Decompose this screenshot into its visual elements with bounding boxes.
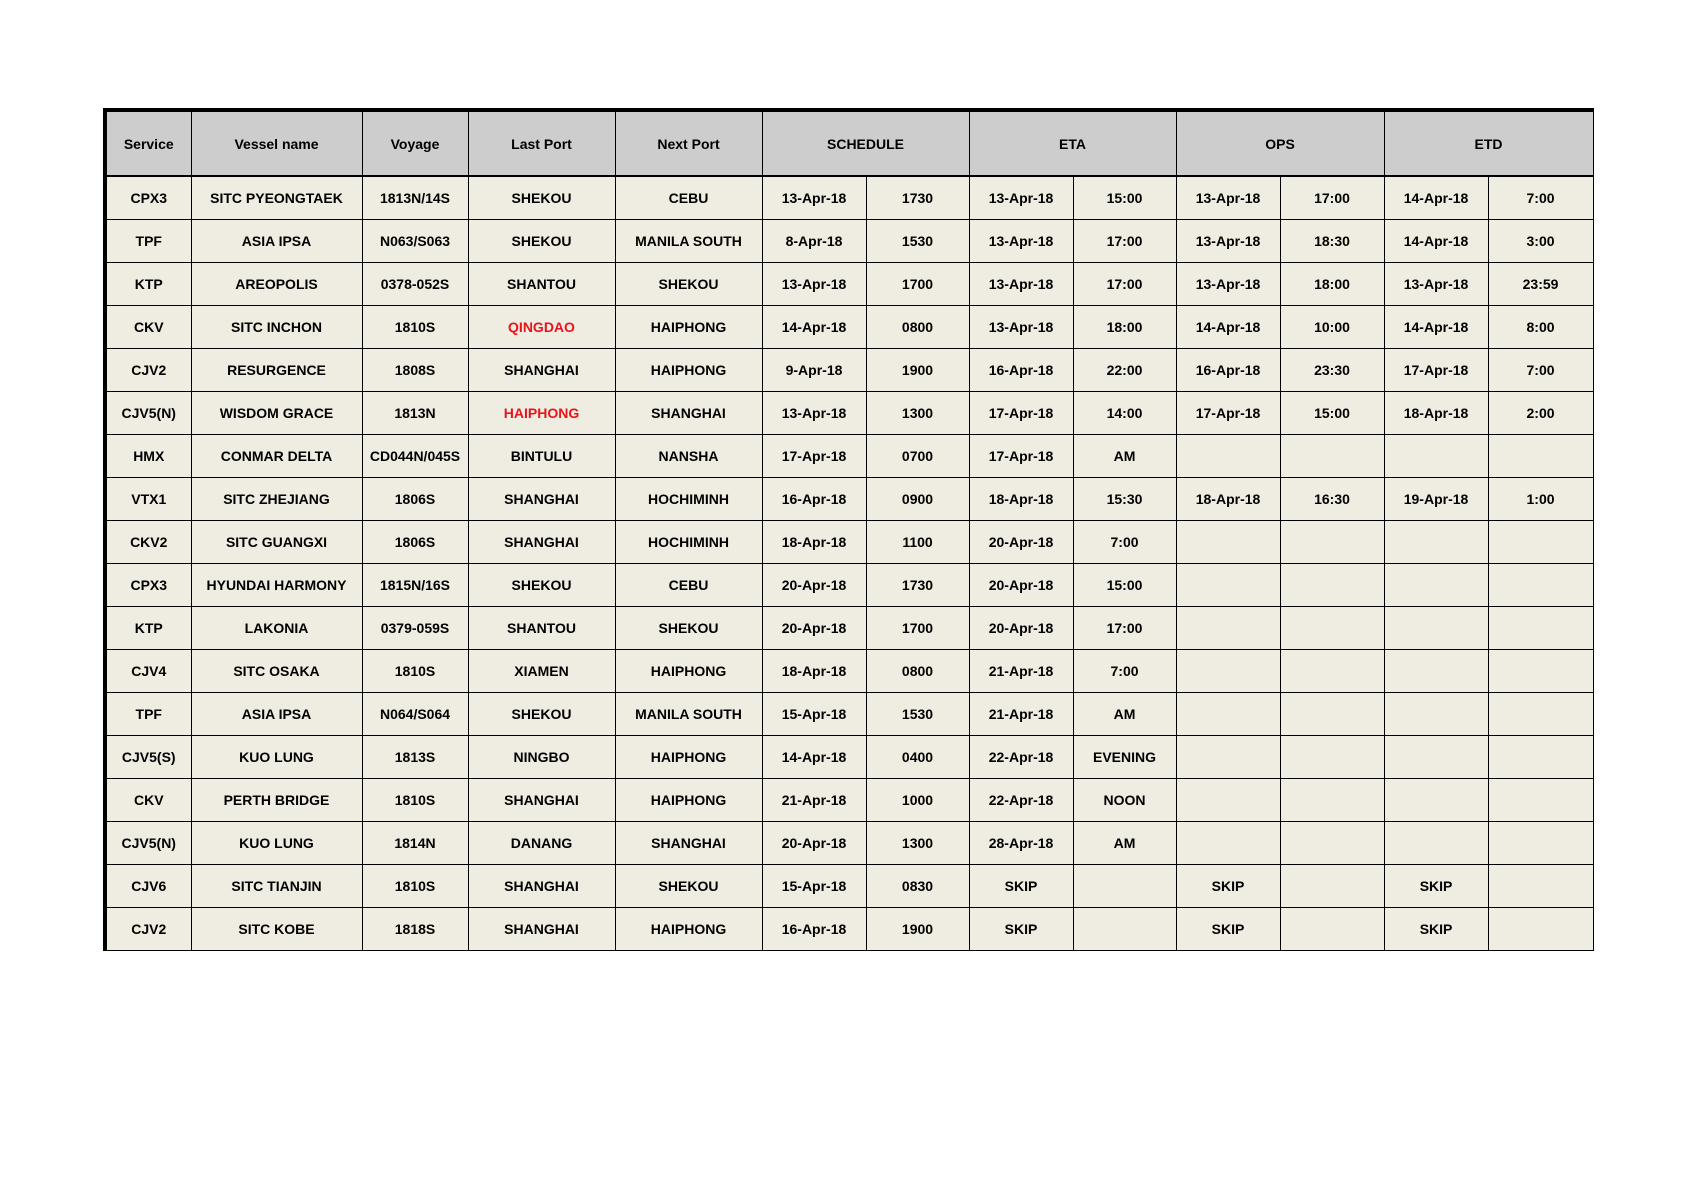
cell-schedule-date: 20-Apr-18 [762, 564, 866, 607]
cell-ops-time: 17:00 [1280, 176, 1384, 220]
table-row [105, 263, 1593, 306]
cell-schedule-time: 1530 [866, 220, 969, 263]
cell-eta-date: SKIP [969, 865, 1073, 908]
cell-eta-time: 15:00 [1073, 564, 1176, 607]
col-header-eta: ETA [969, 110, 1176, 176]
cell-eta-date: 21-Apr-18 [969, 693, 1073, 736]
cell-last-port: SHANGHAI [468, 521, 615, 564]
cell-ops-date: 13-Apr-18 [1176, 263, 1280, 306]
cell-ops-time [1280, 435, 1384, 478]
cell-ops-date [1176, 693, 1280, 736]
cell-schedule-time: 1000 [866, 779, 969, 822]
cell-etd-time: 3:00 [1488, 220, 1593, 263]
cell-schedule-time: 1300 [866, 822, 969, 865]
cell-last-port: SHANGHAI [468, 478, 615, 521]
cell-last-port: SHANGHAI [468, 779, 615, 822]
table-row [105, 865, 1593, 908]
cell-eta-time: 17:00 [1073, 220, 1176, 263]
cell-schedule-date: 17-Apr-18 [762, 435, 866, 478]
table-row [105, 392, 1593, 435]
cell-schedule-date: 20-Apr-18 [762, 822, 866, 865]
cell-etd-date: 13-Apr-18 [1384, 263, 1488, 306]
cell-voyage: 1814N [362, 822, 468, 865]
cell-eta-time: 14:00 [1073, 392, 1176, 435]
cell-next-port: HAIPHONG [615, 650, 762, 693]
cell-schedule-date: 9-Apr-18 [762, 349, 866, 392]
cell-service: KTP [105, 607, 191, 650]
cell-vessel-name: SITC INCHON [191, 306, 362, 349]
cell-service: TPF [105, 220, 191, 263]
table-row [105, 779, 1593, 822]
cell-ops-time [1280, 693, 1384, 736]
cell-last-port: SHEKOU [468, 176, 615, 220]
cell-service: TPF [105, 693, 191, 736]
cell-schedule-time: 0800 [866, 650, 969, 693]
cell-eta-time: 18:00 [1073, 306, 1176, 349]
cell-eta-date: 17-Apr-18 [969, 392, 1073, 435]
col-header-ops: OPS [1176, 110, 1384, 176]
col-header-schedule: SCHEDULE [762, 110, 969, 176]
cell-ops-time: 23:30 [1280, 349, 1384, 392]
table-row [105, 306, 1593, 349]
cell-schedule-date: 16-Apr-18 [762, 908, 866, 951]
cell-etd-date: SKIP [1384, 865, 1488, 908]
cell-voyage: 0378-052S [362, 263, 468, 306]
cell-eta-date: 22-Apr-18 [969, 779, 1073, 822]
cell-ops-time [1280, 736, 1384, 779]
cell-next-port: MANILA SOUTH [615, 220, 762, 263]
cell-ops-time [1280, 908, 1384, 951]
cell-etd-time [1488, 822, 1593, 865]
cell-vessel-name: SITC OSAKA [191, 650, 362, 693]
cell-schedule-date: 15-Apr-18 [762, 865, 866, 908]
cell-ops-date: 16-Apr-18 [1176, 349, 1280, 392]
cell-vessel-name: KUO LUNG [191, 822, 362, 865]
cell-eta-time: AM [1073, 822, 1176, 865]
cell-eta-time [1073, 865, 1176, 908]
cell-vessel-name: PERTH BRIDGE [191, 779, 362, 822]
cell-eta-date: 20-Apr-18 [969, 564, 1073, 607]
cell-last-port: SHEKOU [468, 220, 615, 263]
cell-vessel-name: SITC ZHEJIANG [191, 478, 362, 521]
cell-service: CJV5(S) [105, 736, 191, 779]
cell-schedule-date: 15-Apr-18 [762, 693, 866, 736]
cell-etd-time: 1:00 [1488, 478, 1593, 521]
cell-etd-time [1488, 736, 1593, 779]
cell-ops-time [1280, 822, 1384, 865]
cell-eta-time: AM [1073, 693, 1176, 736]
table-row [105, 435, 1593, 478]
cell-voyage: 1808S [362, 349, 468, 392]
cell-service: KTP [105, 263, 191, 306]
table-row [105, 822, 1593, 865]
cell-eta-date: 20-Apr-18 [969, 607, 1073, 650]
cell-eta-date: 13-Apr-18 [969, 263, 1073, 306]
cell-etd-date [1384, 779, 1488, 822]
cell-vessel-name: RESURGENCE [191, 349, 362, 392]
cell-eta-date: 16-Apr-18 [969, 349, 1073, 392]
cell-ops-date: 13-Apr-18 [1176, 220, 1280, 263]
cell-next-port: SHANGHAI [615, 822, 762, 865]
cell-schedule-date: 16-Apr-18 [762, 478, 866, 521]
cell-vessel-name: ASIA IPSA [191, 693, 362, 736]
cell-service: CJV4 [105, 650, 191, 693]
cell-ops-date [1176, 564, 1280, 607]
cell-service: HMX [105, 435, 191, 478]
cell-schedule-time: 0800 [866, 306, 969, 349]
cell-etd-date [1384, 736, 1488, 779]
cell-voyage: 1813N [362, 392, 468, 435]
cell-schedule-date: 8-Apr-18 [762, 220, 866, 263]
cell-schedule-time: 1530 [866, 693, 969, 736]
cell-ops-time [1280, 865, 1384, 908]
table-row [105, 176, 1593, 220]
cell-vessel-name: CONMAR DELTA [191, 435, 362, 478]
table-row [105, 349, 1593, 392]
cell-last-port: SHANTOU [468, 263, 615, 306]
cell-last-port: DANANG [468, 822, 615, 865]
cell-voyage: 1810S [362, 779, 468, 822]
col-header-etd: ETD [1384, 110, 1593, 176]
cell-etd-date [1384, 521, 1488, 564]
cell-next-port: HAIPHONG [615, 306, 762, 349]
cell-vessel-name: SITC PYEONGTAEK [191, 176, 362, 220]
cell-eta-date: 17-Apr-18 [969, 435, 1073, 478]
cell-voyage: 1813N/14S [362, 176, 468, 220]
cell-etd-time [1488, 650, 1593, 693]
cell-eta-date: 21-Apr-18 [969, 650, 1073, 693]
cell-voyage: 1810S [362, 306, 468, 349]
cell-schedule-time: 0830 [866, 865, 969, 908]
cell-last-port: SHEKOU [468, 693, 615, 736]
cell-service: CJV5(N) [105, 392, 191, 435]
cell-ops-date [1176, 607, 1280, 650]
cell-ops-time [1280, 521, 1384, 564]
cell-last-port: NINGBO [468, 736, 615, 779]
cell-last-port: SHEKOU [468, 564, 615, 607]
cell-schedule-date: 14-Apr-18 [762, 736, 866, 779]
cell-voyage: 1813S [362, 736, 468, 779]
header-row [105, 110, 1593, 176]
cell-eta-date: 13-Apr-18 [969, 306, 1073, 349]
cell-ops-time: 16:30 [1280, 478, 1384, 521]
cell-eta-date: 13-Apr-18 [969, 176, 1073, 220]
cell-ops-date [1176, 779, 1280, 822]
cell-voyage: N064/S064 [362, 693, 468, 736]
cell-next-port: SHEKOU [615, 865, 762, 908]
table-row [105, 521, 1593, 564]
cell-last-port: SHANGHAI [468, 865, 615, 908]
cell-etd-time: 8:00 [1488, 306, 1593, 349]
cell-schedule-time: 1300 [866, 392, 969, 435]
cell-eta-date: 18-Apr-18 [969, 478, 1073, 521]
cell-vessel-name: WISDOM GRACE [191, 392, 362, 435]
cell-schedule-date: 18-Apr-18 [762, 521, 866, 564]
schedule-sheet [103, 108, 1591, 951]
cell-service: CKV2 [105, 521, 191, 564]
table-row [105, 220, 1593, 263]
cell-service: CJV2 [105, 349, 191, 392]
cell-ops-date: 13-Apr-18 [1176, 176, 1280, 220]
cell-etd-date [1384, 435, 1488, 478]
cell-vessel-name: LAKONIA [191, 607, 362, 650]
cell-etd-date: 14-Apr-18 [1384, 306, 1488, 349]
cell-ops-date [1176, 736, 1280, 779]
table-row [105, 650, 1593, 693]
cell-eta-time: 15:30 [1073, 478, 1176, 521]
cell-service: CJV6 [105, 865, 191, 908]
cell-next-port: HAIPHONG [615, 779, 762, 822]
cell-etd-date [1384, 607, 1488, 650]
col-header-service: Service [105, 110, 191, 176]
cell-vessel-name: HYUNDAI HARMONY [191, 564, 362, 607]
cell-etd-time: 23:59 [1488, 263, 1593, 306]
cell-etd-time: 2:00 [1488, 392, 1593, 435]
col-header-last-port: Last Port [468, 110, 615, 176]
cell-eta-time [1073, 908, 1176, 951]
cell-last-port: QINGDAO [468, 306, 615, 349]
cell-next-port: NANSHA [615, 435, 762, 478]
cell-schedule-time: 1700 [866, 263, 969, 306]
cell-next-port: SHANGHAI [615, 392, 762, 435]
cell-service: CPX3 [105, 176, 191, 220]
cell-eta-date: 13-Apr-18 [969, 220, 1073, 263]
cell-ops-time: 10:00 [1280, 306, 1384, 349]
cell-next-port: HOCHIMINH [615, 521, 762, 564]
cell-ops-date: SKIP [1176, 865, 1280, 908]
cell-etd-date: 18-Apr-18 [1384, 392, 1488, 435]
cell-ops-date: 14-Apr-18 [1176, 306, 1280, 349]
cell-etd-time [1488, 865, 1593, 908]
table-row [105, 908, 1593, 951]
cell-eta-date: 22-Apr-18 [969, 736, 1073, 779]
vessel-schedule-table [103, 108, 1594, 951]
cell-etd-time [1488, 521, 1593, 564]
cell-etd-date: 19-Apr-18 [1384, 478, 1488, 521]
cell-vessel-name: SITC KOBE [191, 908, 362, 951]
col-header-next-port: Next Port [615, 110, 762, 176]
cell-next-port: SHEKOU [615, 263, 762, 306]
cell-vessel-name: SITC GUANGXI [191, 521, 362, 564]
cell-etd-time [1488, 607, 1593, 650]
cell-ops-time [1280, 564, 1384, 607]
cell-voyage: 1810S [362, 650, 468, 693]
cell-eta-time: 15:00 [1073, 176, 1176, 220]
cell-next-port: HOCHIMINH [615, 478, 762, 521]
cell-eta-time: 7:00 [1073, 650, 1176, 693]
cell-vessel-name: AREOPOLIS [191, 263, 362, 306]
cell-schedule-time: 0900 [866, 478, 969, 521]
cell-ops-date [1176, 521, 1280, 564]
cell-service: VTX1 [105, 478, 191, 521]
cell-etd-time [1488, 435, 1593, 478]
cell-ops-time: 15:00 [1280, 392, 1384, 435]
cell-ops-date: SKIP [1176, 908, 1280, 951]
cell-eta-date: 28-Apr-18 [969, 822, 1073, 865]
cell-schedule-time: 1730 [866, 564, 969, 607]
cell-last-port: SHANTOU [468, 607, 615, 650]
cell-etd-date: SKIP [1384, 908, 1488, 951]
cell-etd-date [1384, 564, 1488, 607]
cell-voyage: 1806S [362, 521, 468, 564]
table-row [105, 607, 1593, 650]
cell-ops-date [1176, 822, 1280, 865]
cell-eta-date: SKIP [969, 908, 1073, 951]
cell-vessel-name: SITC TIANJIN [191, 865, 362, 908]
cell-next-port: MANILA SOUTH [615, 693, 762, 736]
cell-last-port: SHANGHAI [468, 349, 615, 392]
cell-eta-date: 20-Apr-18 [969, 521, 1073, 564]
cell-schedule-time: 1100 [866, 521, 969, 564]
cell-next-port: CEBU [615, 564, 762, 607]
cell-eta-time: NOON [1073, 779, 1176, 822]
col-header-vessel-name: Vessel name [191, 110, 362, 176]
table-row [105, 478, 1593, 521]
cell-schedule-date: 13-Apr-18 [762, 176, 866, 220]
cell-etd-time [1488, 693, 1593, 736]
cell-ops-time: 18:30 [1280, 220, 1384, 263]
cell-service: CJV5(N) [105, 822, 191, 865]
cell-voyage: 1810S [362, 865, 468, 908]
cell-schedule-date: 21-Apr-18 [762, 779, 866, 822]
cell-last-port: SHANGHAI [468, 908, 615, 951]
cell-last-port: HAIPHONG [468, 392, 615, 435]
cell-eta-time: AM [1073, 435, 1176, 478]
cell-service: CPX3 [105, 564, 191, 607]
cell-last-port: XIAMEN [468, 650, 615, 693]
table-row [105, 693, 1593, 736]
cell-schedule-date: 13-Apr-18 [762, 263, 866, 306]
cell-service: CJV2 [105, 908, 191, 951]
cell-eta-time: 7:00 [1073, 521, 1176, 564]
cell-next-port: HAIPHONG [615, 349, 762, 392]
cell-schedule-date: 18-Apr-18 [762, 650, 866, 693]
cell-ops-time [1280, 779, 1384, 822]
table-row [105, 736, 1593, 779]
cell-voyage: 1806S [362, 478, 468, 521]
cell-next-port: SHEKOU [615, 607, 762, 650]
cell-schedule-time: 0700 [866, 435, 969, 478]
cell-etd-date: 17-Apr-18 [1384, 349, 1488, 392]
cell-etd-date: 14-Apr-18 [1384, 220, 1488, 263]
cell-service: CKV [105, 779, 191, 822]
cell-ops-date [1176, 435, 1280, 478]
cell-voyage: N063/S063 [362, 220, 468, 263]
cell-schedule-time: 1900 [866, 908, 969, 951]
cell-schedule-time: 0400 [866, 736, 969, 779]
cell-next-port: HAIPHONG [615, 908, 762, 951]
cell-etd-time [1488, 564, 1593, 607]
cell-ops-date [1176, 650, 1280, 693]
cell-vessel-name: ASIA IPSA [191, 220, 362, 263]
cell-etd-time: 7:00 [1488, 176, 1593, 220]
cell-service: CKV [105, 306, 191, 349]
cell-schedule-date: 14-Apr-18 [762, 306, 866, 349]
cell-vessel-name: KUO LUNG [191, 736, 362, 779]
cell-voyage: 1818S [362, 908, 468, 951]
cell-schedule-time: 1900 [866, 349, 969, 392]
cell-eta-time: 17:00 [1073, 263, 1176, 306]
cell-schedule-date: 20-Apr-18 [762, 607, 866, 650]
cell-schedule-date: 13-Apr-18 [762, 392, 866, 435]
cell-ops-time: 18:00 [1280, 263, 1384, 306]
cell-ops-time [1280, 650, 1384, 693]
cell-next-port: CEBU [615, 176, 762, 220]
cell-next-port: HAIPHONG [615, 736, 762, 779]
cell-eta-time: 17:00 [1073, 607, 1176, 650]
cell-voyage: 1815N/16S [362, 564, 468, 607]
schedule-body [105, 176, 1593, 951]
table-row [105, 564, 1593, 607]
cell-etd-date [1384, 822, 1488, 865]
cell-eta-time: 22:00 [1073, 349, 1176, 392]
cell-etd-time: 7:00 [1488, 349, 1593, 392]
cell-schedule-time: 1700 [866, 607, 969, 650]
cell-ops-date: 18-Apr-18 [1176, 478, 1280, 521]
cell-schedule-time: 1730 [866, 176, 969, 220]
cell-etd-date: 14-Apr-18 [1384, 176, 1488, 220]
cell-eta-time: EVENING [1073, 736, 1176, 779]
cell-last-port: BINTULU [468, 435, 615, 478]
cell-etd-time [1488, 779, 1593, 822]
cell-etd-date [1384, 693, 1488, 736]
col-header-voyage: Voyage [362, 110, 468, 176]
cell-etd-date [1384, 650, 1488, 693]
cell-voyage: CD044N/045S [362, 435, 468, 478]
cell-voyage: 0379-059S [362, 607, 468, 650]
cell-ops-date: 17-Apr-18 [1176, 392, 1280, 435]
cell-etd-time [1488, 908, 1593, 951]
cell-ops-time [1280, 607, 1384, 650]
